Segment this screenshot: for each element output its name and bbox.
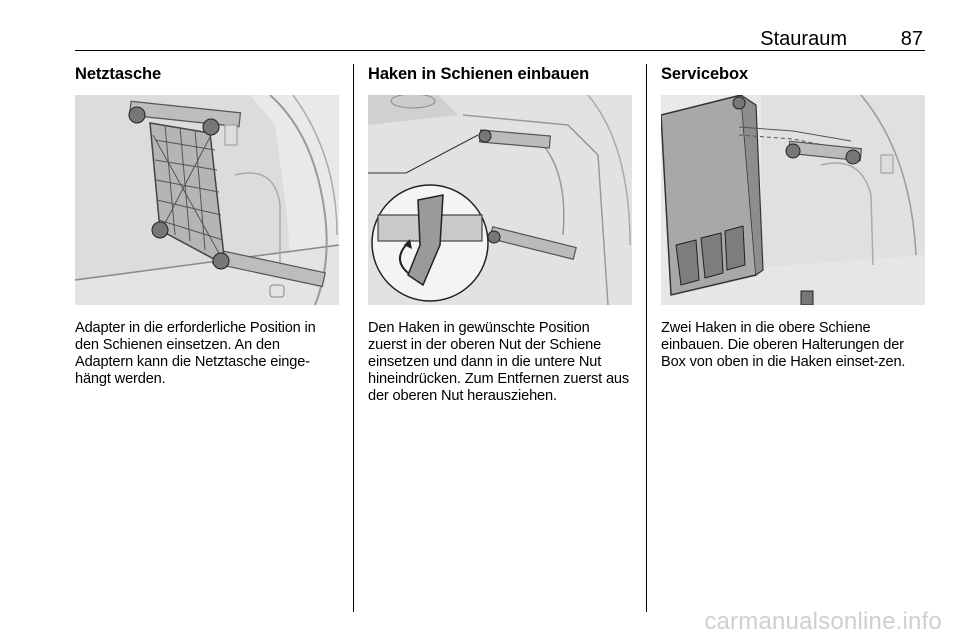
heading-haken: Haken in Schienen einbauen bbox=[368, 65, 590, 83]
illustration-hook-rail bbox=[368, 95, 632, 305]
watermark: carmanualsonline.info bbox=[704, 608, 942, 635]
text-haken: Den Haken in gewünschte Position zuerst in der oberen Nut der Schiene einsetzen und dann in die untere Nut hineindrücken. Zum Entfernen zuerst aus der oberen Nut herausziehen. bbox=[368, 320, 630, 404]
column-divider bbox=[353, 64, 354, 612]
illustration-service-box bbox=[661, 95, 925, 305]
column-haken bbox=[368, 62, 632, 404]
heading-servicebox: Servicebox bbox=[661, 65, 749, 83]
section-title: Stauraum bbox=[760, 28, 847, 50]
heading-netztasche: Netztasche bbox=[75, 65, 162, 83]
column-servicebox bbox=[661, 62, 925, 370]
column-divider bbox=[646, 64, 647, 612]
page-header bbox=[75, 26, 925, 51]
page-number: 87 bbox=[900, 28, 923, 50]
column-netztasche bbox=[75, 62, 339, 387]
text-servicebox: Zwei Haken in die obere Schiene einbauen. Die oberen Halterungen der Box von oben in die Haken einset-zen. bbox=[661, 320, 906, 370]
illustration-net-pocket bbox=[75, 95, 339, 305]
text-netztasche: Adapter in die erforderliche Position in den Schienen einsetzen. An den Adaptern kann die Netztasche einge-hängt werden. bbox=[75, 320, 316, 387]
